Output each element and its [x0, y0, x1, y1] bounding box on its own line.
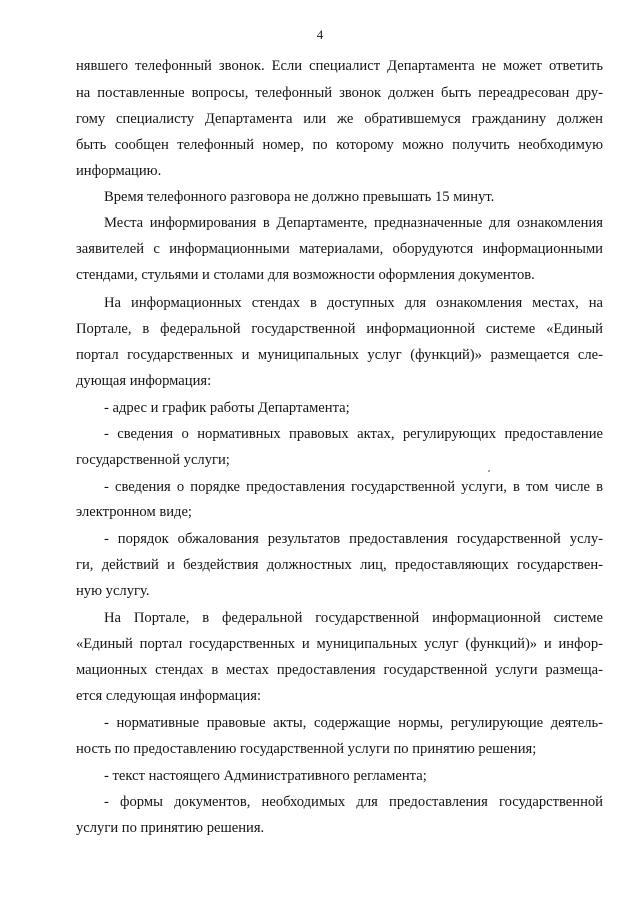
text-line: На информационных стендах в доступных для ознакомления местах, на	[104, 295, 603, 311]
page-number: 4	[316, 27, 324, 42]
text-line: гому специалисту Департамента или же обратившемуся гражданину должен	[76, 111, 603, 127]
text-line: Время телефонного разговора не должно превышать 15 минут.	[104, 189, 495, 205]
text-line: быть сообщен телефонный номер, по которому можно получить необходимую	[76, 137, 603, 153]
text-line: портал государственных и муниципальных услуг (функций)» размещается сле-	[76, 347, 603, 363]
text-line: дующая информация:	[76, 373, 212, 389]
text-line: информацию.	[76, 163, 162, 179]
text-line: стендами, стульями и столами для возможности оформления документов.	[76, 267, 535, 283]
text-line: ность по предоставлению государственной услуги по принятию решения;	[76, 741, 537, 757]
list-item: - текст настоящего Административного регламента;	[104, 768, 427, 784]
text-line: на поставленные вопросы, телефонный звонок должен быть переадресован дру-	[76, 85, 603, 101]
list-item: - порядок обжалования результатов предоставления государственной услу-	[104, 531, 603, 547]
text-line: заявителей с информационными материалами, оборудуются информационными	[76, 241, 603, 257]
list-item: - сведения о нормативных правовых актах, регулирующих предоставление	[104, 426, 603, 442]
text-line: На Портале, в федеральной государственной информационной системе	[104, 610, 603, 626]
text-line: мационных стендах в местах предоставления государственной услуги размеща-	[76, 662, 603, 678]
list-item: - сведения о порядке предоставления государственной услуги, в том числе в	[104, 479, 603, 495]
list-item: - нормативные правовые акты, содержащие нормы, регулирующие деятель-	[104, 715, 603, 731]
text-line: ную услугу.	[76, 583, 150, 599]
text-line: ги, действий и бездействия должностных лиц, предоставляющих государствен-	[76, 557, 603, 573]
text-line: услуги по принятию решения.	[76, 820, 265, 836]
text-line: электронном виде;	[76, 504, 192, 520]
text-line: государственной услуги;	[76, 452, 230, 468]
text-line: Портале, в федеральной государственной информационной системе «Единый	[76, 321, 603, 337]
text-line: ется следующая информация:	[76, 688, 262, 704]
text-line: нявшего телефонный звонок. Если специалист Департамента не может ответить	[76, 58, 603, 74]
list-item: - адрес и график работы Департамента;	[104, 400, 350, 416]
list-item: - формы документов, необходимых для предоставления государственной	[104, 794, 603, 810]
scan-speck	[488, 470, 490, 472]
text-line: «Единый портал государственных и муниципальных услуг (функций)» и инфор-	[76, 636, 603, 652]
text-line: Места информирования в Департаменте, предназначенные для ознакомления	[104, 215, 603, 231]
